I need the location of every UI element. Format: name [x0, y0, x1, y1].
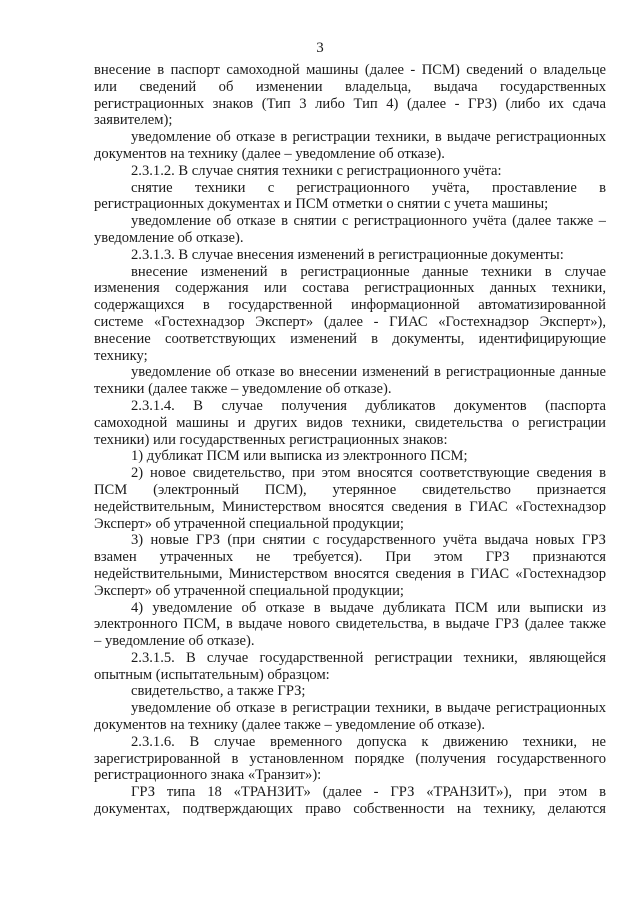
text-line: регистрационных знаков (Тип 3 либо Тип 4) (далее - ГРЗ) (либо их сдача	[94, 95, 606, 112]
text-line: свидетельство, а также ГРЗ;	[131, 683, 306, 700]
text-line: техники) или государственных регистрационных знаков:	[94, 431, 448, 448]
text-line: зарегистрированной в установленном порядке (получения государственного	[94, 750, 606, 767]
text-line: 2.3.1.4. В случае получения дубликатов документов (паспорта	[131, 397, 606, 414]
text-line: 2.3.1.3. В случае внесения изменений в регистрационные документы:	[131, 246, 564, 263]
text-line: Эксперт» об утраченной специальной продукции;	[94, 582, 404, 599]
text-line: изменения содержания или состава регистрационных данных техники,	[94, 280, 606, 297]
text-line: недействительными, Министерством вносятся сведения в ГИАС «Гостехнадзор	[94, 565, 606, 582]
text-line: недействительным, Министерством вносятся сведения в ГИАС «Гостехнадзор	[94, 498, 606, 515]
text-line: 1) дубликат ПСМ или выписка из электронного ПСМ;	[131, 448, 468, 465]
text-line: 3) новые ГРЗ (при снятии с государственного учёта выдача новых ГРЗ	[131, 532, 606, 549]
text-line: самоходной машины и других видов техники, свидетельства о регистрации	[94, 414, 606, 431]
text-line: уведомление об отказе в снятии с регистрационного учёта (далее также –	[131, 213, 606, 230]
text-line: содержащихся в государственной информационной автоматизированной	[94, 297, 606, 314]
text-line: ПСМ (электронный ПСМ), утерянное свидетельство признается	[94, 481, 606, 498]
text-line: технику;	[94, 347, 148, 364]
text-line: техники (далее также – уведомление об отказе).	[94, 381, 392, 398]
text-line: регистрационных документах и ПСМ отметки о снятии с учета машины;	[94, 196, 549, 213]
document-body	[94, 62, 606, 818]
text-line: ГРЗ типа 18 «ТРАНЗИТ» (далее - ГРЗ «ТРАНЗИТ»), при этом в	[131, 784, 606, 801]
text-line: внесение в паспорт самоходной машины (далее - ПСМ) сведений о владельце	[94, 62, 606, 78]
text-line: заявителем);	[94, 112, 173, 129]
text-line: уведомление об отказе во внесении изменений в регистрационные данные	[131, 364, 606, 381]
text-line: уведомление об отказе в регистрации техники, в выдаче регистрационных	[131, 700, 606, 717]
text-line: опытным (испытательным) образцом:	[94, 666, 330, 683]
text-line: снятие техники с регистрационного учёта, проставление в	[131, 179, 606, 196]
text-line: 2.3.1.2. В случае снятия техники с регистрационного учёта:	[131, 162, 502, 179]
text-line: системе «Гостехнадзор Эксперт» (далее - ГИАС «Гостехнадзор Эксперт»),	[94, 313, 606, 330]
text-line: или сведений об изменении владельца, выдача государственных	[94, 78, 606, 95]
page-number: 3	[316, 40, 324, 56]
text-line: электронного ПСМ, в выдаче нового свидетельства, в выдаче ГРЗ (далее также	[94, 616, 606, 633]
text-line: 2.3.1.5. В случае государственной регистрации техники, являющейся	[131, 649, 606, 666]
text-line: уведомление об отказе).	[94, 229, 244, 246]
text-line: 4) уведомление об отказе в выдаче дубликата ПСМ или выписки из	[131, 599, 606, 616]
text-line: внесение соответствующих изменений в документы, идентифицирующие	[94, 330, 606, 347]
text-line: 2) новое свидетельство, при этом вносятся соответствующие сведения в	[131, 465, 606, 482]
text-line: 2.3.1.6. В случае временного допуска к движению техники, не	[131, 733, 606, 750]
text-line: внесение изменений в регистрационные данные техники в случае	[131, 263, 606, 280]
text-line: – уведомление об отказе).	[94, 633, 255, 650]
text-line: документах, подтверждающих право собственности на технику, делаются	[94, 801, 606, 818]
text-line: документов на технику (далее также – уведомление об отказе).	[94, 717, 485, 734]
text-line: взамен утраченных не требуется). При этом ГРЗ признаются	[94, 549, 606, 566]
text-line: Эксперт» об утраченной специальной продукции;	[94, 515, 404, 532]
text-line: уведомление об отказе в регистрации техники, в выдаче регистрационных	[131, 129, 606, 146]
text-line: регистрационного знака «Транзит»):	[94, 767, 322, 784]
text-line: документов на технику (далее – уведомление об отказе).	[94, 145, 445, 162]
